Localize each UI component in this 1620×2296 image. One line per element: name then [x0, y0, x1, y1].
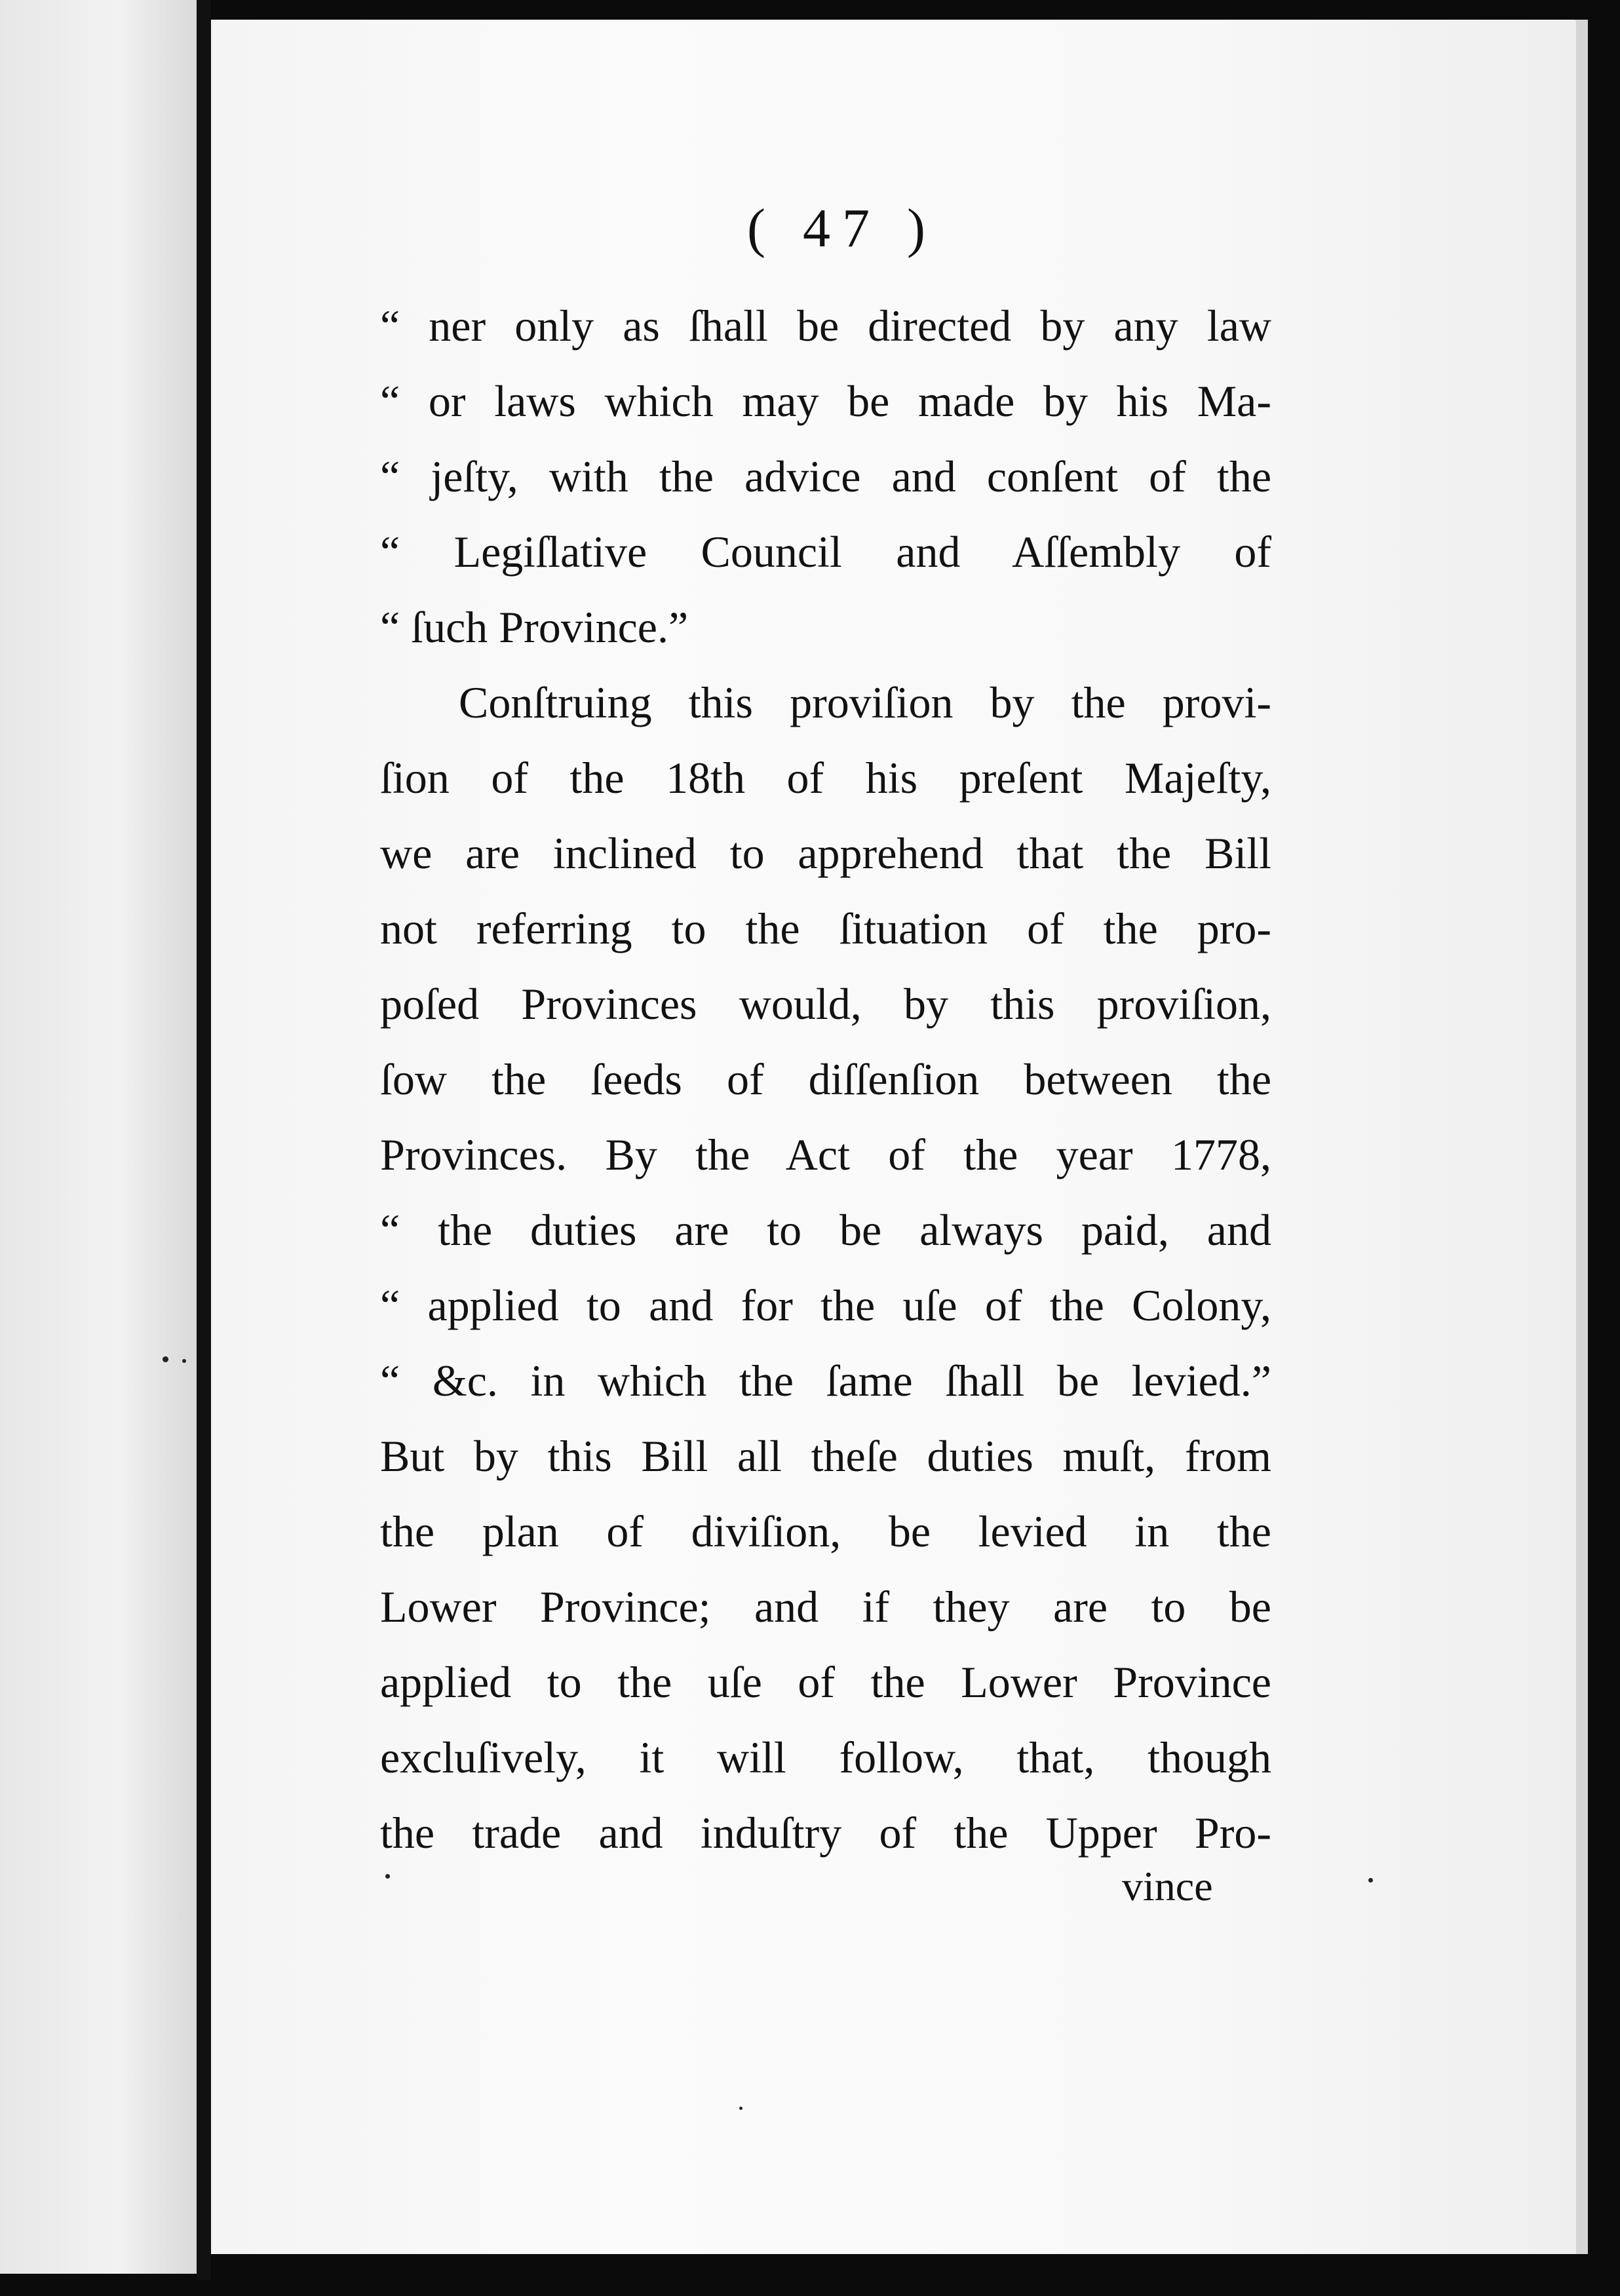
- ink-speck: [163, 1356, 168, 1362]
- ink-speck: [385, 1874, 390, 1879]
- ink-speck: [739, 2107, 742, 2110]
- text-line: “ the duties are to be always paid, and: [380, 1205, 1271, 1255]
- text-line: the plan of diviſion, be levied in the: [380, 1506, 1271, 1556]
- facing-page-edge: [0, 0, 197, 2274]
- text-line: applied to the uſe of the Lower Province: [380, 1657, 1271, 1707]
- text-line: “ ſuch Province.”: [380, 602, 689, 652]
- text-line: ſion of the 18th of his preſent Majeſty,: [380, 753, 1271, 803]
- text-line: But by this Bill all theſe duties muſt, from: [380, 1431, 1271, 1481]
- text-line: Lower Province; and if they are to be: [380, 1582, 1271, 1632]
- text-line: “ or laws which may be made by his Ma-: [380, 376, 1271, 426]
- ink-speck: [182, 1359, 186, 1363]
- text-line: ſow the ſeeds of diſſenſion between the: [380, 1054, 1271, 1104]
- page-number: ( 47 ): [747, 198, 937, 259]
- text-line: “ Legiſlative Council and Aſſembly of: [380, 527, 1271, 577]
- text-line: “ ner only as ſhall be directed by any law: [380, 301, 1271, 351]
- text-line: “ applied to and for the uſe of the Colony,: [380, 1280, 1271, 1330]
- book-gutter: [197, 0, 211, 2280]
- text-line: “ jeſty, with the advice and conſent of the: [380, 451, 1271, 501]
- text-line: excluſively, it will follow, that, though: [380, 1732, 1271, 1782]
- text-line: Conſtruing this proviſion by the provi-: [459, 678, 1271, 727]
- text-line: not referring to the ſituation of the pro-: [380, 904, 1271, 953]
- text-line: we are inclined to apprehend that the Bill: [380, 828, 1271, 878]
- text-line: poſed Provinces would, by this proviſion,: [380, 979, 1271, 1029]
- page-fore-edge: [1576, 20, 1588, 2254]
- text-line: the trade and induſtry of the Upper Pro-: [380, 1808, 1271, 1858]
- ink-speck: [1368, 1878, 1373, 1883]
- catchword: vince: [1122, 1863, 1213, 1909]
- text-line: Provinces. By the Act of the year 1778,: [380, 1130, 1271, 1179]
- body-text: [380, 288, 1271, 1871]
- text-line: “ &c. in which the ſame ſhall be levied.”: [380, 1356, 1271, 1406]
